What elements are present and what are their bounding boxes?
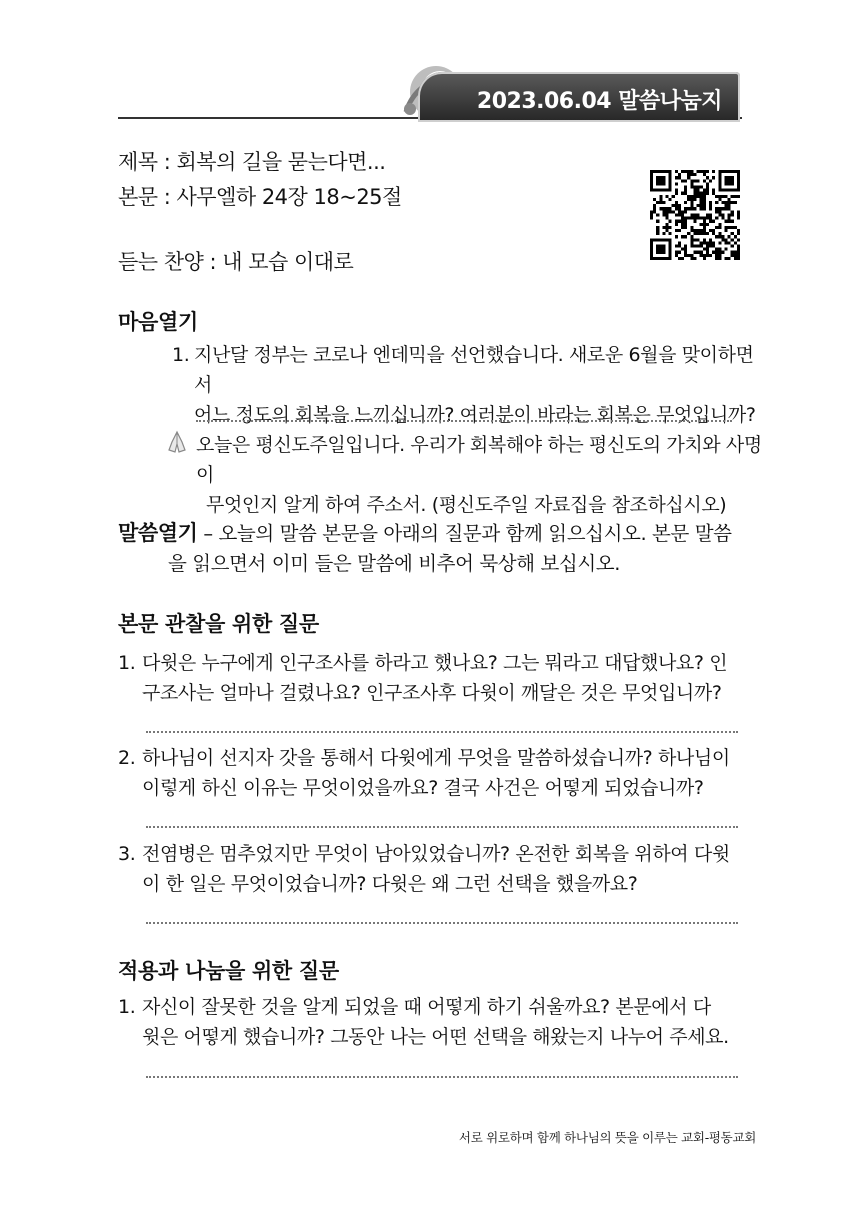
question-line: 이렇게 하신 이유는 무엇이었을까요? 결국 사건은 어떻게 되었습니까? (142, 777, 704, 799)
section-heading-open-word: 말씀열기 (118, 521, 198, 545)
application-question-1 (118, 992, 758, 1052)
sermon-title: 제목 : 회복의 길을 묻는다면... (118, 150, 386, 174)
section-heading-open-heart: 마음열기 (118, 310, 198, 334)
question-line: 다윗은 누구에게 인구조사를 하라고 했나요? 그는 뭐라고 대답했나요? 인 (142, 652, 728, 674)
question-number: 3. (118, 843, 136, 865)
praying-hands-icon (166, 430, 188, 454)
prayer-text (196, 430, 766, 520)
observation-question-1 (118, 648, 758, 708)
question-number: 1. (172, 344, 190, 366)
church-motto-footer: 서로 위로하며 함께 하나님의 뜻을 이루는 교회-평동교회 (458, 1130, 756, 1145)
open-word-line: 을 읽으면서 이미 들은 말씀에 비추어 묵상해 보십시오. (168, 552, 621, 575)
question-line: 구조사는 얼마나 걸렸나요? 인구조사후 다윗이 깨달은 것은 무엇입니까? (142, 682, 722, 704)
qr-code-icon (650, 170, 740, 260)
question-line: 어느 정도의 회복을 느끼십니까? 여러분이 바라는 회복은 무엇입니까? (194, 404, 756, 426)
answer-line (146, 826, 738, 828)
open-heart-question (172, 340, 762, 430)
question-line: 이 한 일은 무엇이었습니까? 다윗은 왜 그런 선택을 했을까요? (142, 873, 638, 895)
section-heading-application: 적용과 나눔을 위한 질문 (118, 959, 339, 983)
answer-line (146, 922, 738, 924)
date-title: 2023.06.04 말씀나눔지 (476, 89, 722, 114)
question-line: 자신이 잘못한 것을 알게 되었을 때 어떻게 하기 쉬울까요? 본문에서 다 (142, 996, 711, 1018)
question-line: 지난달 정부는 코로나 엔데믹을 선언했습니다. 새로운 6월을 맞이하면서 (194, 344, 754, 396)
answer-line (146, 731, 738, 733)
open-word-block (118, 518, 758, 579)
open-word-line: – 오늘의 말씀 본문을 아래의 질문과 함께 읽으십시오. 본문 말씀 (197, 522, 732, 545)
question-line: 하나님이 선지자 갓을 통해서 다윗에게 무엇을 말씀하셨습니까? 하나님이 (142, 747, 730, 769)
question-line: 윗은 어떻게 했습니까? 그동안 나는 어떤 선택을 해왔는지 나누어 주세요. (142, 1026, 729, 1048)
question-number: 2. (118, 747, 136, 769)
observation-question-2 (118, 743, 758, 803)
date-banner (418, 72, 740, 122)
question-line: 전염병은 멈추었지만 무엇이 남아있었습니까? 온전한 회복을 위하여 다윗 (142, 843, 730, 865)
prayer-line: 무엇인지 알게 하여 주소서. (평신도주일 자료집을 참조하십시오) (206, 494, 727, 516)
answer-line (196, 420, 732, 422)
question-number: 1. (118, 652, 136, 674)
section-heading-observation: 본문 관찰을 위한 질문 (118, 612, 319, 636)
observation-question-3 (118, 839, 758, 899)
prayer-line: 오늘은 평신도주일입니다. 우리가 회복해야 하는 평신도의 가치와 사명이 (196, 434, 762, 486)
question-number: 1. (118, 996, 136, 1018)
sermon-text: 본문 : 사무엘하 24장 18~25절 (118, 185, 402, 209)
answer-line (146, 1076, 738, 1078)
song-title: 듣는 찬양 : 내 모습 이대로 (118, 250, 354, 274)
